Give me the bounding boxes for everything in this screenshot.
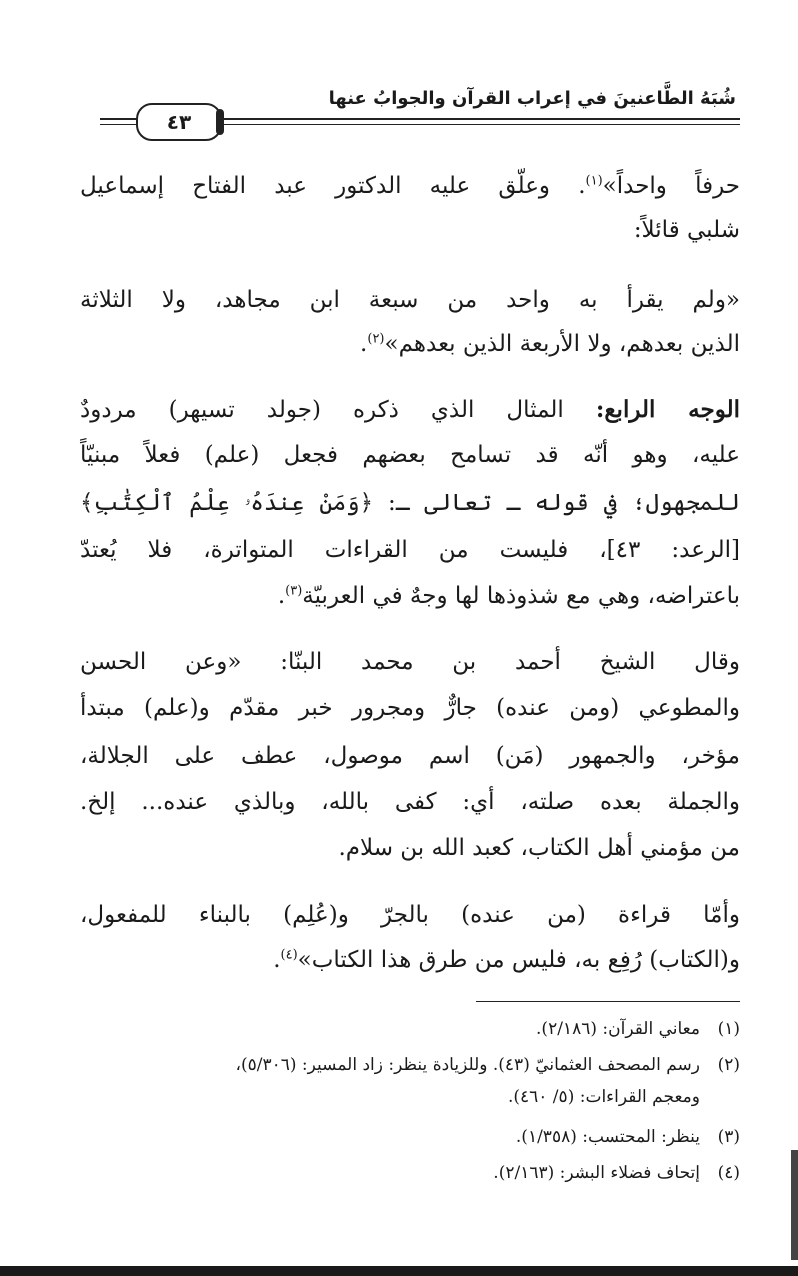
body-line: وقال الشيخ أحمد بن محمد البنّا: «وعن الحسن [80, 649, 740, 675]
page-number: ٤٣ [136, 103, 222, 141]
footnote: (٤)إتحاف فضلاء البشر: (٢/١٦٣). [493, 1163, 740, 1183]
body-line: عليه، وهو أنّه قد تسامح بعضهم فجعل (علم) فعلاً مبنيّاً [80, 442, 740, 468]
footnote-mark: (٣) [285, 583, 303, 599]
body-line: [الرعد: ٤٣]، فليست من القراءات المتواترة، فلا يُعتدّ [80, 537, 740, 563]
scan-edge-mark [791, 1150, 798, 1260]
running-title: شُبَهُ الطَّاعنينَ في إعراب القرآن والجوابُ عنها [328, 88, 736, 109]
footnote-continuation: ومعجم القراءات: (٥/ ٤٦٠). [507, 1087, 700, 1107]
body-line: وأمّا قراءة (من عنده) بالجرّ و(عُلِم) بالبناء للمفعول، [80, 902, 740, 928]
footnote-mark: (٤) [280, 947, 298, 963]
body-line: الوجه الرابع: المثال الذي ذكره (جولد تسيهر) مردودٌ [80, 396, 740, 423]
body-line: «ولم يقرأ به واحد من سبعة ابن مجاهد، ولا الثلاثة [80, 287, 740, 313]
body-line: والمطوعي (ومن عنده) جارٌّ ومجرور خبر مقدّم و(علم) مبتدأ [80, 695, 740, 721]
body-line: للمجهول؛ في قوله ـ تعالى ـ: ﴿وَمَنْ عِندَهُۥ عِلْمُ ٱلْكِتَٰبِ﴾ [80, 490, 740, 516]
body-line: مؤخر، والجمهور (مَن) اسم موصول، عطف على الجلالة، [80, 743, 740, 769]
footnote: (١)معاني القرآن: (٢/١٨٦). [536, 1019, 740, 1039]
footnote-separator [476, 1001, 740, 1002]
body-line: الذين بعدهم، ولا الأربعة الذين بعدهم»$^{(٢)}$. [360, 331, 740, 357]
footnote: (٢)رسم المصحف العثمانيّ (٤٣). وللزيادة ينظر: زاد المسير: (٥/٣٠٦)، [235, 1055, 740, 1075]
footnote: (٣)ينظر: المحتسب: (١/٣٥٨). [515, 1127, 740, 1147]
body-line: و(الكتاب) رُفِع به، فليس من طرق هذا الكتاب»$^{(٤)}$. [273, 947, 740, 973]
body-line: من مؤمني أهل الكتاب، كعبد الله بن سلام. [338, 835, 740, 861]
section-heading: الوجه الرابع: [595, 396, 740, 423]
body-line: باعتراضه، وهي مع شذوذها لها وجهٌ في العربيّة$^{(٣)}$. [277, 583, 740, 609]
body-line: حرفاً واحداً»$^{(١)}$. وعلّق عليه الدكتور عبد الفتاح إسماعيل [80, 173, 740, 199]
body-line: والجملة بعده صلته، أي: كفى بالله، وبالذي عنده... إلخ. [80, 789, 740, 815]
scan-bottom-edge [0, 1266, 798, 1276]
footnote-mark: (٢) [367, 331, 385, 347]
footnote-mark: (١) [585, 173, 603, 189]
body-line: شلبي قائلاً: [633, 217, 740, 243]
